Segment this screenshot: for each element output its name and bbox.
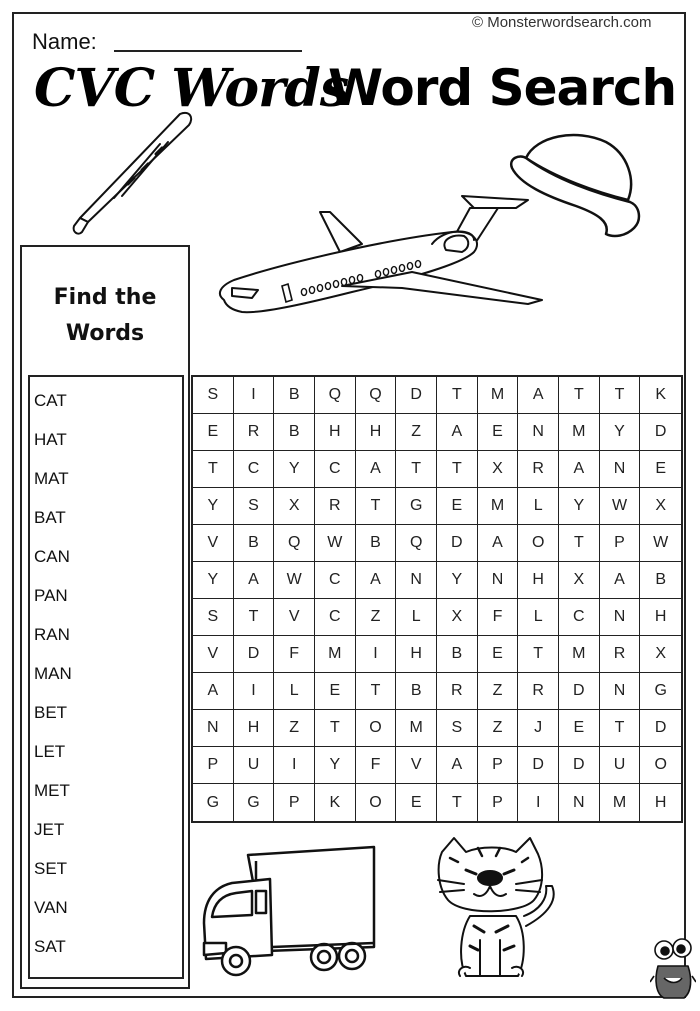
grid-cell[interactable]: O xyxy=(356,710,397,747)
grid-cell[interactable]: H xyxy=(234,710,275,747)
grid-cell[interactable]: V xyxy=(193,636,234,673)
grid-cell[interactable]: B xyxy=(356,525,397,562)
delivery-van-icon xyxy=(196,843,382,983)
grid-cell[interactable]: D xyxy=(640,414,681,451)
grid-cell[interactable]: X xyxy=(640,488,681,525)
letter-grid xyxy=(191,375,683,823)
grid-cell[interactable]: H xyxy=(315,414,356,451)
grid-cell[interactable]: R xyxy=(234,414,275,451)
airplane-icon xyxy=(212,182,547,327)
grid-cell[interactable]: M xyxy=(559,636,600,673)
word-item: SAT xyxy=(34,937,66,956)
grid-cell[interactable]: C xyxy=(315,451,356,488)
grid-cell[interactable]: S xyxy=(437,710,478,747)
grid-cell[interactable]: S xyxy=(193,599,234,636)
grid-cell[interactable]: T xyxy=(356,673,397,710)
grid-cell[interactable]: Y xyxy=(274,451,315,488)
grid-cell[interactable]: D xyxy=(234,636,275,673)
word-item: VAN xyxy=(34,898,68,917)
grid-cell[interactable]: Y xyxy=(600,414,641,451)
grid-cell[interactable]: U xyxy=(234,747,275,784)
word-item: MAN xyxy=(34,664,72,683)
grid-cell[interactable]: F xyxy=(274,636,315,673)
grid-cell[interactable]: E xyxy=(315,673,356,710)
title-cvc-words: CVC Words xyxy=(34,58,349,119)
grid-cell[interactable]: T xyxy=(559,377,600,414)
grid-cell[interactable]: E xyxy=(478,636,519,673)
grid-cell[interactable]: T xyxy=(437,451,478,488)
grid-cell[interactable]: N xyxy=(559,784,600,821)
grid-cell[interactable]: M xyxy=(478,488,519,525)
grid-cell[interactable]: T xyxy=(315,710,356,747)
title-word-search: Word Search xyxy=(328,59,677,117)
grid-cell[interactable]: G xyxy=(234,784,275,821)
grid-cell[interactable]: G xyxy=(640,673,681,710)
find-words-panel xyxy=(20,245,190,989)
grid-cell[interactable]: R xyxy=(518,451,559,488)
word-item: CAT xyxy=(34,391,67,410)
grid-cell[interactable]: D xyxy=(518,747,559,784)
grid-cell[interactable]: A xyxy=(356,562,397,599)
grid-cell[interactable]: X xyxy=(478,451,519,488)
grid-cell[interactable]: B xyxy=(437,636,478,673)
grid-cell[interactable]: D xyxy=(437,525,478,562)
grid-cell[interactable]: E xyxy=(396,784,437,821)
grid-cell[interactable]: C xyxy=(315,599,356,636)
grid-cell[interactable]: J xyxy=(518,710,559,747)
grid-cell[interactable]: W xyxy=(315,525,356,562)
grid-cell[interactable]: Z xyxy=(478,673,519,710)
grid-cell[interactable]: E xyxy=(640,451,681,488)
grid-cell[interactable]: F xyxy=(356,747,397,784)
grid-cell[interactable]: H xyxy=(654,793,667,811)
name-label: Name: xyxy=(32,29,97,54)
grid-cell[interactable]: Y xyxy=(559,488,600,525)
grid-cell[interactable]: W xyxy=(274,562,315,599)
grid-cell[interactable]: N xyxy=(600,599,641,636)
grid-cell[interactable]: A xyxy=(518,377,559,414)
grid-cell[interactable]: Q xyxy=(315,377,356,414)
grid-cell[interactable]: W xyxy=(640,525,681,562)
grid-cell[interactable]: O xyxy=(640,747,681,784)
grid-cell[interactable]: B xyxy=(274,414,315,451)
grid-cell[interactable]: O xyxy=(518,525,559,562)
grid-cell[interactable]: E xyxy=(478,414,519,451)
grid-cell[interactable]: C xyxy=(559,599,600,636)
word-item: BET xyxy=(34,703,68,722)
grid-cell[interactable]: A xyxy=(234,562,275,599)
word-item: HAT xyxy=(34,430,67,449)
word-list xyxy=(28,375,184,979)
word-item: MAT xyxy=(34,469,69,488)
grid-cell[interactable]: R xyxy=(518,673,559,710)
grid-cell[interactable]: T xyxy=(356,488,397,525)
grid-cell[interactable]: L xyxy=(396,599,437,636)
grid-cell[interactable]: E xyxy=(437,488,478,525)
grid-cell[interactable]: N xyxy=(193,710,234,747)
grid-cell[interactable]: N xyxy=(478,562,519,599)
grid-cell[interactable]: K xyxy=(315,784,356,821)
grid-cell[interactable]: P xyxy=(478,784,519,821)
grid-cell[interactable]: E xyxy=(193,414,234,451)
grid-cell[interactable]: M xyxy=(559,414,600,451)
grid-cell[interactable]: T xyxy=(518,636,559,673)
grid-cell[interactable]: D xyxy=(559,747,600,784)
grid-cell[interactable]: W xyxy=(600,488,641,525)
word-item: RAN xyxy=(34,625,70,644)
grid-cell[interactable]: H xyxy=(356,414,397,451)
grid-cell[interactable]: Q xyxy=(396,525,437,562)
baseball-bat-icon xyxy=(68,108,196,240)
grid-cell[interactable]: B xyxy=(234,525,275,562)
word-item: BAT xyxy=(34,508,66,527)
grid-cell[interactable]: H xyxy=(518,562,559,599)
grid-cell[interactable]: R xyxy=(600,636,641,673)
grid-cell[interactable]: T xyxy=(559,525,600,562)
grid-cell[interactable]: T xyxy=(234,599,275,636)
grid-cell[interactable]: T xyxy=(437,377,478,414)
word-item: PAN xyxy=(34,586,68,605)
grid-cell[interactable]: H xyxy=(640,599,681,636)
grid-cell[interactable]: R xyxy=(437,673,478,710)
name-input-line[interactable] xyxy=(114,50,302,52)
grid-cell[interactable]: N xyxy=(396,562,437,599)
grid-cell[interactable]: L xyxy=(518,599,559,636)
grid-cell[interactable]: P xyxy=(600,525,641,562)
grid-cell[interactable]: M xyxy=(315,636,356,673)
grid-cell[interactable]: N xyxy=(518,414,559,451)
grid-cell[interactable]: B xyxy=(274,377,315,414)
grid-cell[interactable]: C xyxy=(315,562,356,599)
grid-cell[interactable]: A xyxy=(356,451,397,488)
grid-cell[interactable]: B xyxy=(396,673,437,710)
grid-cell[interactable]: I xyxy=(234,673,275,710)
grid-cell[interactable]: T xyxy=(600,710,641,747)
grid-cell[interactable]: H xyxy=(396,636,437,673)
grid-cell[interactable]: T xyxy=(600,377,641,414)
grid-cell[interactable]: S xyxy=(234,488,275,525)
grid-cell[interactable]: X xyxy=(437,599,478,636)
grid-cell[interactable]: K xyxy=(640,377,681,414)
copyright-text: © Monsterwordsearch.com xyxy=(472,14,652,31)
grid-cell[interactable]: P xyxy=(478,747,519,784)
grid-cell[interactable]: Z xyxy=(478,710,519,747)
grid-cell[interactable]: T xyxy=(396,451,437,488)
grid-cell[interactable]: A xyxy=(437,414,478,451)
grid-cell[interactable]: Z xyxy=(356,599,397,636)
grid-cell[interactable]: E xyxy=(559,710,600,747)
grid-cell[interactable]: M xyxy=(600,784,641,821)
grid-cell[interactable]: D xyxy=(640,710,681,747)
grid-cell[interactable]: C xyxy=(234,451,275,488)
grid-cell[interactable]: I xyxy=(356,636,397,673)
word-item: CAN xyxy=(34,547,70,566)
grid-cell[interactable]: Z xyxy=(274,710,315,747)
grid-cell[interactable]: L xyxy=(274,673,315,710)
monster-mascot-icon xyxy=(650,936,696,1002)
grid-cell[interactable]: G xyxy=(396,488,437,525)
word-item: JET xyxy=(34,820,65,839)
grid-cell[interactable]: Q xyxy=(356,377,397,414)
grid-cell[interactable]: O xyxy=(356,784,397,821)
grid-cell[interactable]: T xyxy=(193,451,234,488)
grid-cell[interactable]: G xyxy=(193,784,234,821)
grid-cell[interactable]: I xyxy=(274,747,315,784)
grid-cell[interactable]: A xyxy=(478,525,519,562)
grid-cell[interactable]: M xyxy=(478,377,519,414)
grid-cell[interactable]: A xyxy=(600,562,641,599)
grid-cell[interactable]: A xyxy=(559,451,600,488)
grid-cell[interactable]: R xyxy=(315,488,356,525)
grid-cell[interactable]: A xyxy=(437,747,478,784)
grid-cell[interactable]: X xyxy=(274,488,315,525)
grid-cell[interactable]: D xyxy=(559,673,600,710)
word-item: SET xyxy=(34,859,68,878)
grid-cell[interactable]: I xyxy=(518,784,559,821)
grid-cell[interactable]: V xyxy=(193,525,234,562)
word-item: MET xyxy=(34,781,70,800)
grid-cell[interactable]: N xyxy=(600,451,641,488)
grid-cell[interactable]: Y xyxy=(193,488,234,525)
grid-cell[interactable]: Y xyxy=(315,747,356,784)
grid-cell[interactable]: N xyxy=(600,673,641,710)
grid-cell[interactable]: I xyxy=(234,377,275,414)
find-words-heading-line2: Words xyxy=(65,321,145,346)
grid-cell[interactable]: F xyxy=(478,599,519,636)
grid-cell[interactable]: Y xyxy=(193,562,234,599)
grid-cell[interactable]: D xyxy=(396,377,437,414)
grid-cell[interactable]: V xyxy=(274,599,315,636)
grid-cell[interactable]: S xyxy=(193,377,234,414)
grid-cell[interactable]: Y xyxy=(437,562,478,599)
grid-cell[interactable]: Q xyxy=(274,525,315,562)
grid-cell[interactable]: T xyxy=(437,784,478,821)
find-words-heading-line1: Find the xyxy=(53,285,157,310)
grid-cell[interactable]: P xyxy=(193,747,234,784)
tabby-cat-icon xyxy=(430,836,564,984)
grid-cell[interactable]: V xyxy=(396,747,437,784)
grid-cell[interactable]: X xyxy=(559,562,600,599)
grid-cell[interactable]: Z xyxy=(396,414,437,451)
grid-cell[interactable]: A xyxy=(193,673,234,710)
grid-cell[interactable]: L xyxy=(518,488,559,525)
grid-cell[interactable]: M xyxy=(396,710,437,747)
grid-cell[interactable]: B xyxy=(640,562,681,599)
word-item: LET xyxy=(34,742,66,761)
grid-cell[interactable]: X xyxy=(640,636,681,673)
grid-cell[interactable]: P xyxy=(274,784,315,821)
grid-cell[interactable]: U xyxy=(600,747,641,784)
